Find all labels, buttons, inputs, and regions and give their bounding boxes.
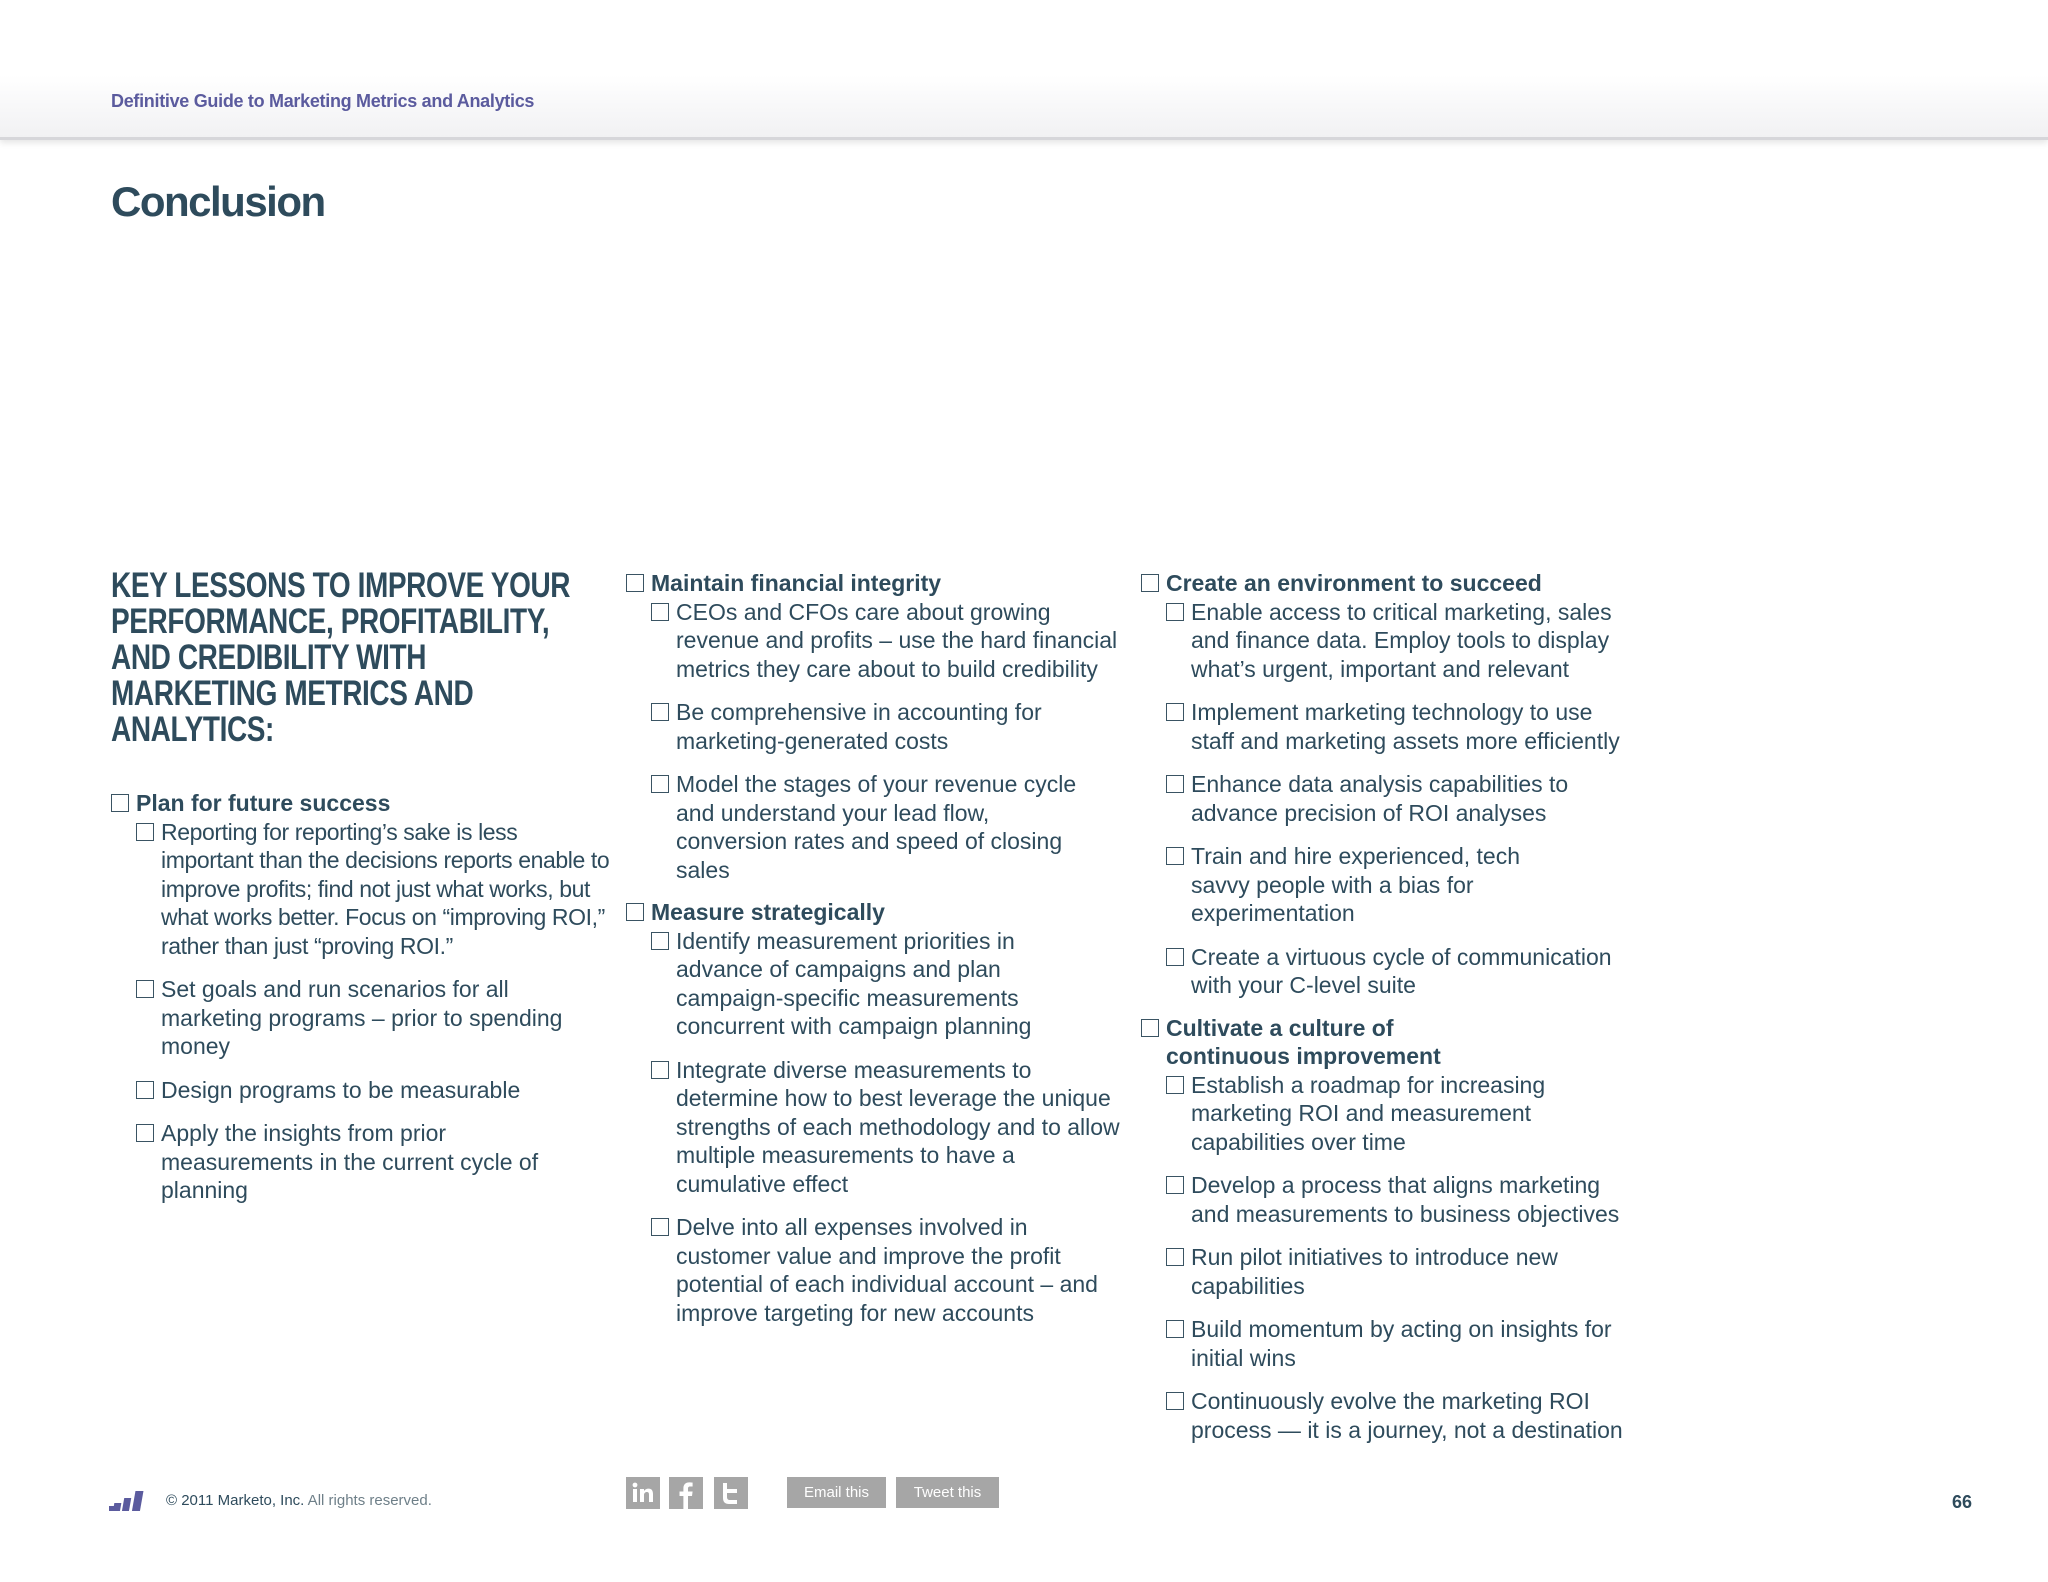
lesson-item-text: Set goals and run scenarios for all marketing programs – prior to spending money [161,976,563,1059]
lesson-item [651,770,1126,884]
lesson-group-title-text: Measure strategically [651,899,885,925]
lesson-item-text: Enable access to critical marketing, sales and finance data. Employ tools to display what’s urgent, important and relevant [1191,598,1612,682]
twitter-icon[interactable] [714,1477,748,1509]
checkbox-icon [651,932,669,950]
lesson-item [651,927,1126,1041]
lesson-item-text: Identify measurement priorities in advance of campaigns and plan campaign-specific measurements concurrent with campaign planning [676,927,1032,1039]
lesson-item-text: Reporting for reporting’s sake is less important than the decisions reports enable to improve profits; find not just what works, but what works better. Focus on “improving ROI,” rather than just “proving ROI.” [161,818,610,959]
lesson-item [136,818,611,961]
checkbox-icon [626,903,644,921]
linkedin-icon[interactable] [626,1477,660,1509]
lesson-item-text: Create a virtuous cycle of communication with your C-level suite [1191,943,1612,998]
lessons-column-3 [1141,569,1641,1458]
checkbox-icon [136,823,154,841]
email-this-button[interactable]: Email this [787,1477,886,1508]
lesson-group [626,569,1126,884]
checkbox-icon [1166,847,1184,865]
lesson-item [1166,770,1641,827]
lesson-item-text: Apply the insights from prior measurements in the current cycle of planning [161,1120,539,1203]
lesson-item-text: Develop a process that aligns marketing and measurements to business objectives [1191,1172,1620,1227]
lesson-item [651,598,1126,684]
lesson-group [1141,1014,1641,1445]
checkbox-icon [1166,775,1184,793]
lesson-item [1166,943,1641,1000]
lesson-item-text: Integrate diverse measurements to determine how to best leverage the unique strengths of each methodology and to allow multiple measurements to have a cumulative effect [676,1056,1120,1197]
header-band [0,0,2048,140]
lesson-group-title [1141,569,1641,598]
lesson-group-title [1141,1014,1641,1071]
lesson-item [1166,1171,1641,1228]
lesson-item [1166,1243,1641,1300]
marketo-logo-icon [109,1488,149,1514]
copyright-main: © 2011 Marketo, Inc. [166,1492,305,1509]
checkbox-icon [651,1061,669,1079]
document-title: Definitive Guide to Marketing Metrics and Analytics [111,91,535,111]
checkbox-icon [111,794,129,812]
checkbox-icon [1166,1392,1184,1410]
checkbox-icon [1166,1248,1184,1266]
checkbox-icon [651,703,669,721]
lesson-group-title-text: Cultivate a culture of continuous improvement [1166,1014,1441,1069]
checkbox-icon [651,603,669,621]
lesson-group-title [626,898,1126,927]
lesson-item [136,975,611,1061]
lesson-item-text: Be comprehensive in accounting for marketing-generated costs [676,699,1042,754]
checkbox-icon [136,1081,154,1099]
lesson-item-text: Train and hire experienced, tech savvy people with a bias for experimentation [1191,843,1521,926]
lesson-group [626,898,1126,1327]
lesson-item [136,1076,611,1105]
lesson-group-title-text: Plan for future success [136,790,391,816]
lesson-item-text: Run pilot initiatives to introduce new capabilities [1191,1244,1558,1299]
checkbox-icon [136,1124,154,1142]
lesson-item-text: CEOs and CFOs care about growing revenue and profits – use the hard financial metrics they care about to build credibility [676,598,1118,682]
lesson-group-title-text: Maintain financial integrity [651,570,942,596]
checkbox-icon [1141,1019,1159,1037]
checkbox-icon [1141,574,1159,592]
copyright-notice [166,1492,432,1509]
page-number: 66 [1952,1492,1973,1512]
checkbox-icon [651,1218,669,1236]
copyright-rest: All rights reserved. [304,1492,432,1509]
lessons-column-2 [626,569,1126,1341]
lessons-column-1 [111,789,611,1219]
lesson-item-text: Enhance data analysis capabilities to advance precision of ROI analyses [1191,771,1569,826]
lesson-item [1166,842,1641,928]
lesson-item-text: Continuously evolve the marketing ROI process — it is a journey, not a destination [1191,1388,1623,1443]
lesson-item [1166,598,1641,684]
lesson-item [1166,698,1641,755]
lesson-group-title [111,789,611,818]
checkbox-icon [626,574,644,592]
lesson-item-text: Delve into all expenses involved in customer value and improve the profit potential of each individual account – and improve targeting for new accounts [676,1214,1098,1326]
lesson-item-text: Build momentum by acting on insights for initial wins [1191,1316,1612,1371]
lesson-item-text: Model the stages of your revenue cycle and understand your lead flow, conversion rates and speed of closing sales [676,771,1077,883]
lesson-group [111,789,611,1205]
lesson-item [1166,1315,1641,1372]
lesson-item [651,1056,1126,1199]
page-title: Conclusion [111,178,325,225]
lesson-item [651,698,1126,755]
checkbox-icon [1166,603,1184,621]
checkbox-icon [651,775,669,793]
lesson-item-text: Establish a roadmap for increasing marketing ROI and measurement capabilities over time [1191,1071,1546,1155]
lesson-item-text: Design programs to be measurable [161,1076,521,1103]
key-lessons-heading: KEY LESSONS TO IMPROVE YOUR PERFORMANCE, PROFITABILITY, AND CREDIBILITY WITH MARKETING METRICS AND ANALYTICS: [111,566,571,749]
lesson-item [1166,1071,1641,1157]
lesson-group [1141,569,1641,1000]
checkbox-icon [136,980,154,998]
checkbox-icon [1166,703,1184,721]
tweet-this-button[interactable]: Tweet this [896,1477,999,1508]
lesson-item [136,1119,611,1205]
checkbox-icon [1166,1176,1184,1194]
lesson-item [651,1213,1126,1327]
checkbox-icon [1166,948,1184,966]
facebook-icon[interactable] [669,1477,703,1509]
checkbox-icon [1166,1076,1184,1094]
lesson-item-text: Implement marketing technology to use staff and marketing assets more efficiently [1191,699,1620,754]
lesson-group-title-text: Create an environment to succeed [1166,570,1542,596]
lesson-item [1166,1387,1641,1444]
lesson-group-title [626,569,1126,598]
checkbox-icon [1166,1320,1184,1338]
